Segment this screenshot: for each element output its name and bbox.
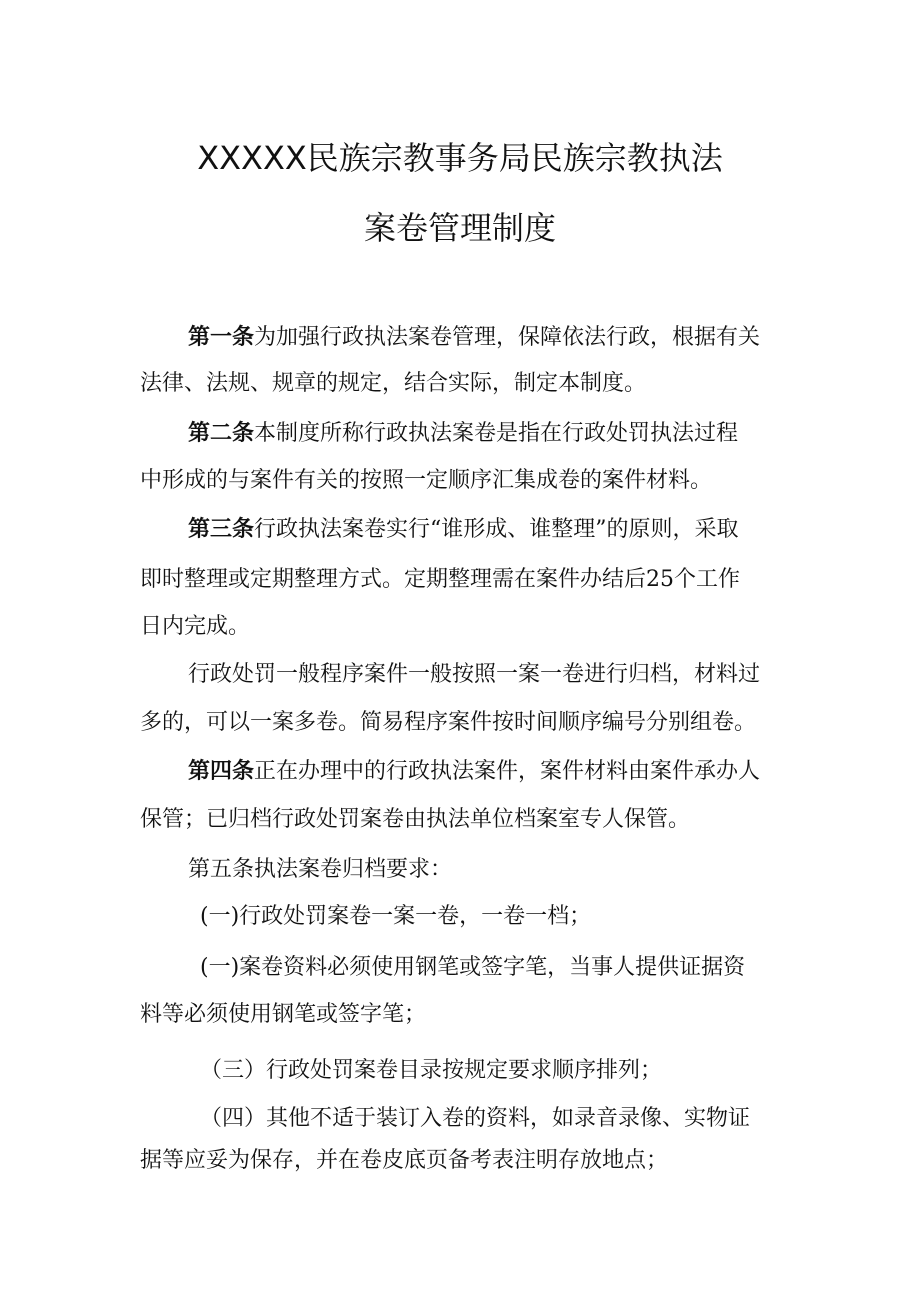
article-5-first-line — [188, 855, 452, 885]
article-2-text-2: 中形成的与案件有关的按照一定顺序汇集成卷的案件材料。 — [140, 468, 713, 493]
article-5-label: 第五条 — [188, 857, 255, 882]
document-title-line-1: XXXXX民族宗教事务局民族宗教执法 — [197, 139, 723, 177]
article-5-item-2-line-1: (一)案卷资料必须使用钢笔或签字笔，当事人提供证据资 — [200, 955, 746, 980]
article-3-text-1: 行政执法案卷实行“谁形成、谁整理”的原则，采取 — [254, 517, 739, 542]
article-2-text-1: 本制度所称行政执法案卷是指在行政处罚执法过程 — [254, 421, 739, 446]
article-3-text-3: 日内完成。 — [140, 614, 251, 639]
article-3-text-2: 即时整理或定期整理方式。定期整理需在案件办结后25个工作 — [140, 567, 740, 592]
document-title-line-2: 案卷管理制度 — [363, 209, 556, 247]
article-5-item-2-line-2: 料等必须使用钢笔或签字笔； — [140, 1002, 427, 1027]
article-1-text-1: 为加强行政执法案卷管理，保障依法行政，根据有关 — [254, 325, 761, 350]
article-5-text-1: 执法案卷归档要求： — [254, 857, 453, 882]
article-3-para-2-line-2: 多的，可以一案多卷。简易程序案件按时间顺序编号分别组卷。 — [140, 710, 757, 735]
article-5-item-4-line-2: 据等应妥为保存，并在卷皮底页备考表注明存放地点； — [140, 1148, 669, 1173]
article-3-first-line — [188, 515, 739, 545]
article-3-para-2-line-1: 行政处罚一般程序案件一般按照一案一卷进行归档，材料过 — [188, 662, 761, 687]
article-5-item-1: (一)行政处罚案卷一案一卷，一卷一档； — [200, 904, 592, 929]
article-5-item-3: （三）行政处罚案卷目录按规定要求顺序排列； — [200, 1058, 663, 1083]
article-1-first-line — [188, 323, 760, 353]
article-1-label: 第一条 — [188, 325, 255, 350]
article-3-label: 第三条 — [188, 517, 255, 542]
article-5-item-4-line-1: （四）其他不适于装订入卷的资料，如录音录像、实物证 — [200, 1106, 751, 1131]
article-4-text-2: 保管；已归档行政处罚案卷由执法单位档案室专人保管。 — [140, 807, 691, 832]
article-4-text-1: 正在办理中的行政执法案件，案件材料由案件承办人 — [254, 759, 761, 784]
article-2-first-line — [188, 419, 738, 449]
article-4-label: 第四条 — [188, 759, 255, 784]
article-1-text-2: 法律、法规、规章的规定，结合实际，制定本制度。 — [140, 371, 647, 396]
article-4-first-line — [188, 757, 760, 787]
article-2-label: 第二条 — [188, 421, 255, 446]
